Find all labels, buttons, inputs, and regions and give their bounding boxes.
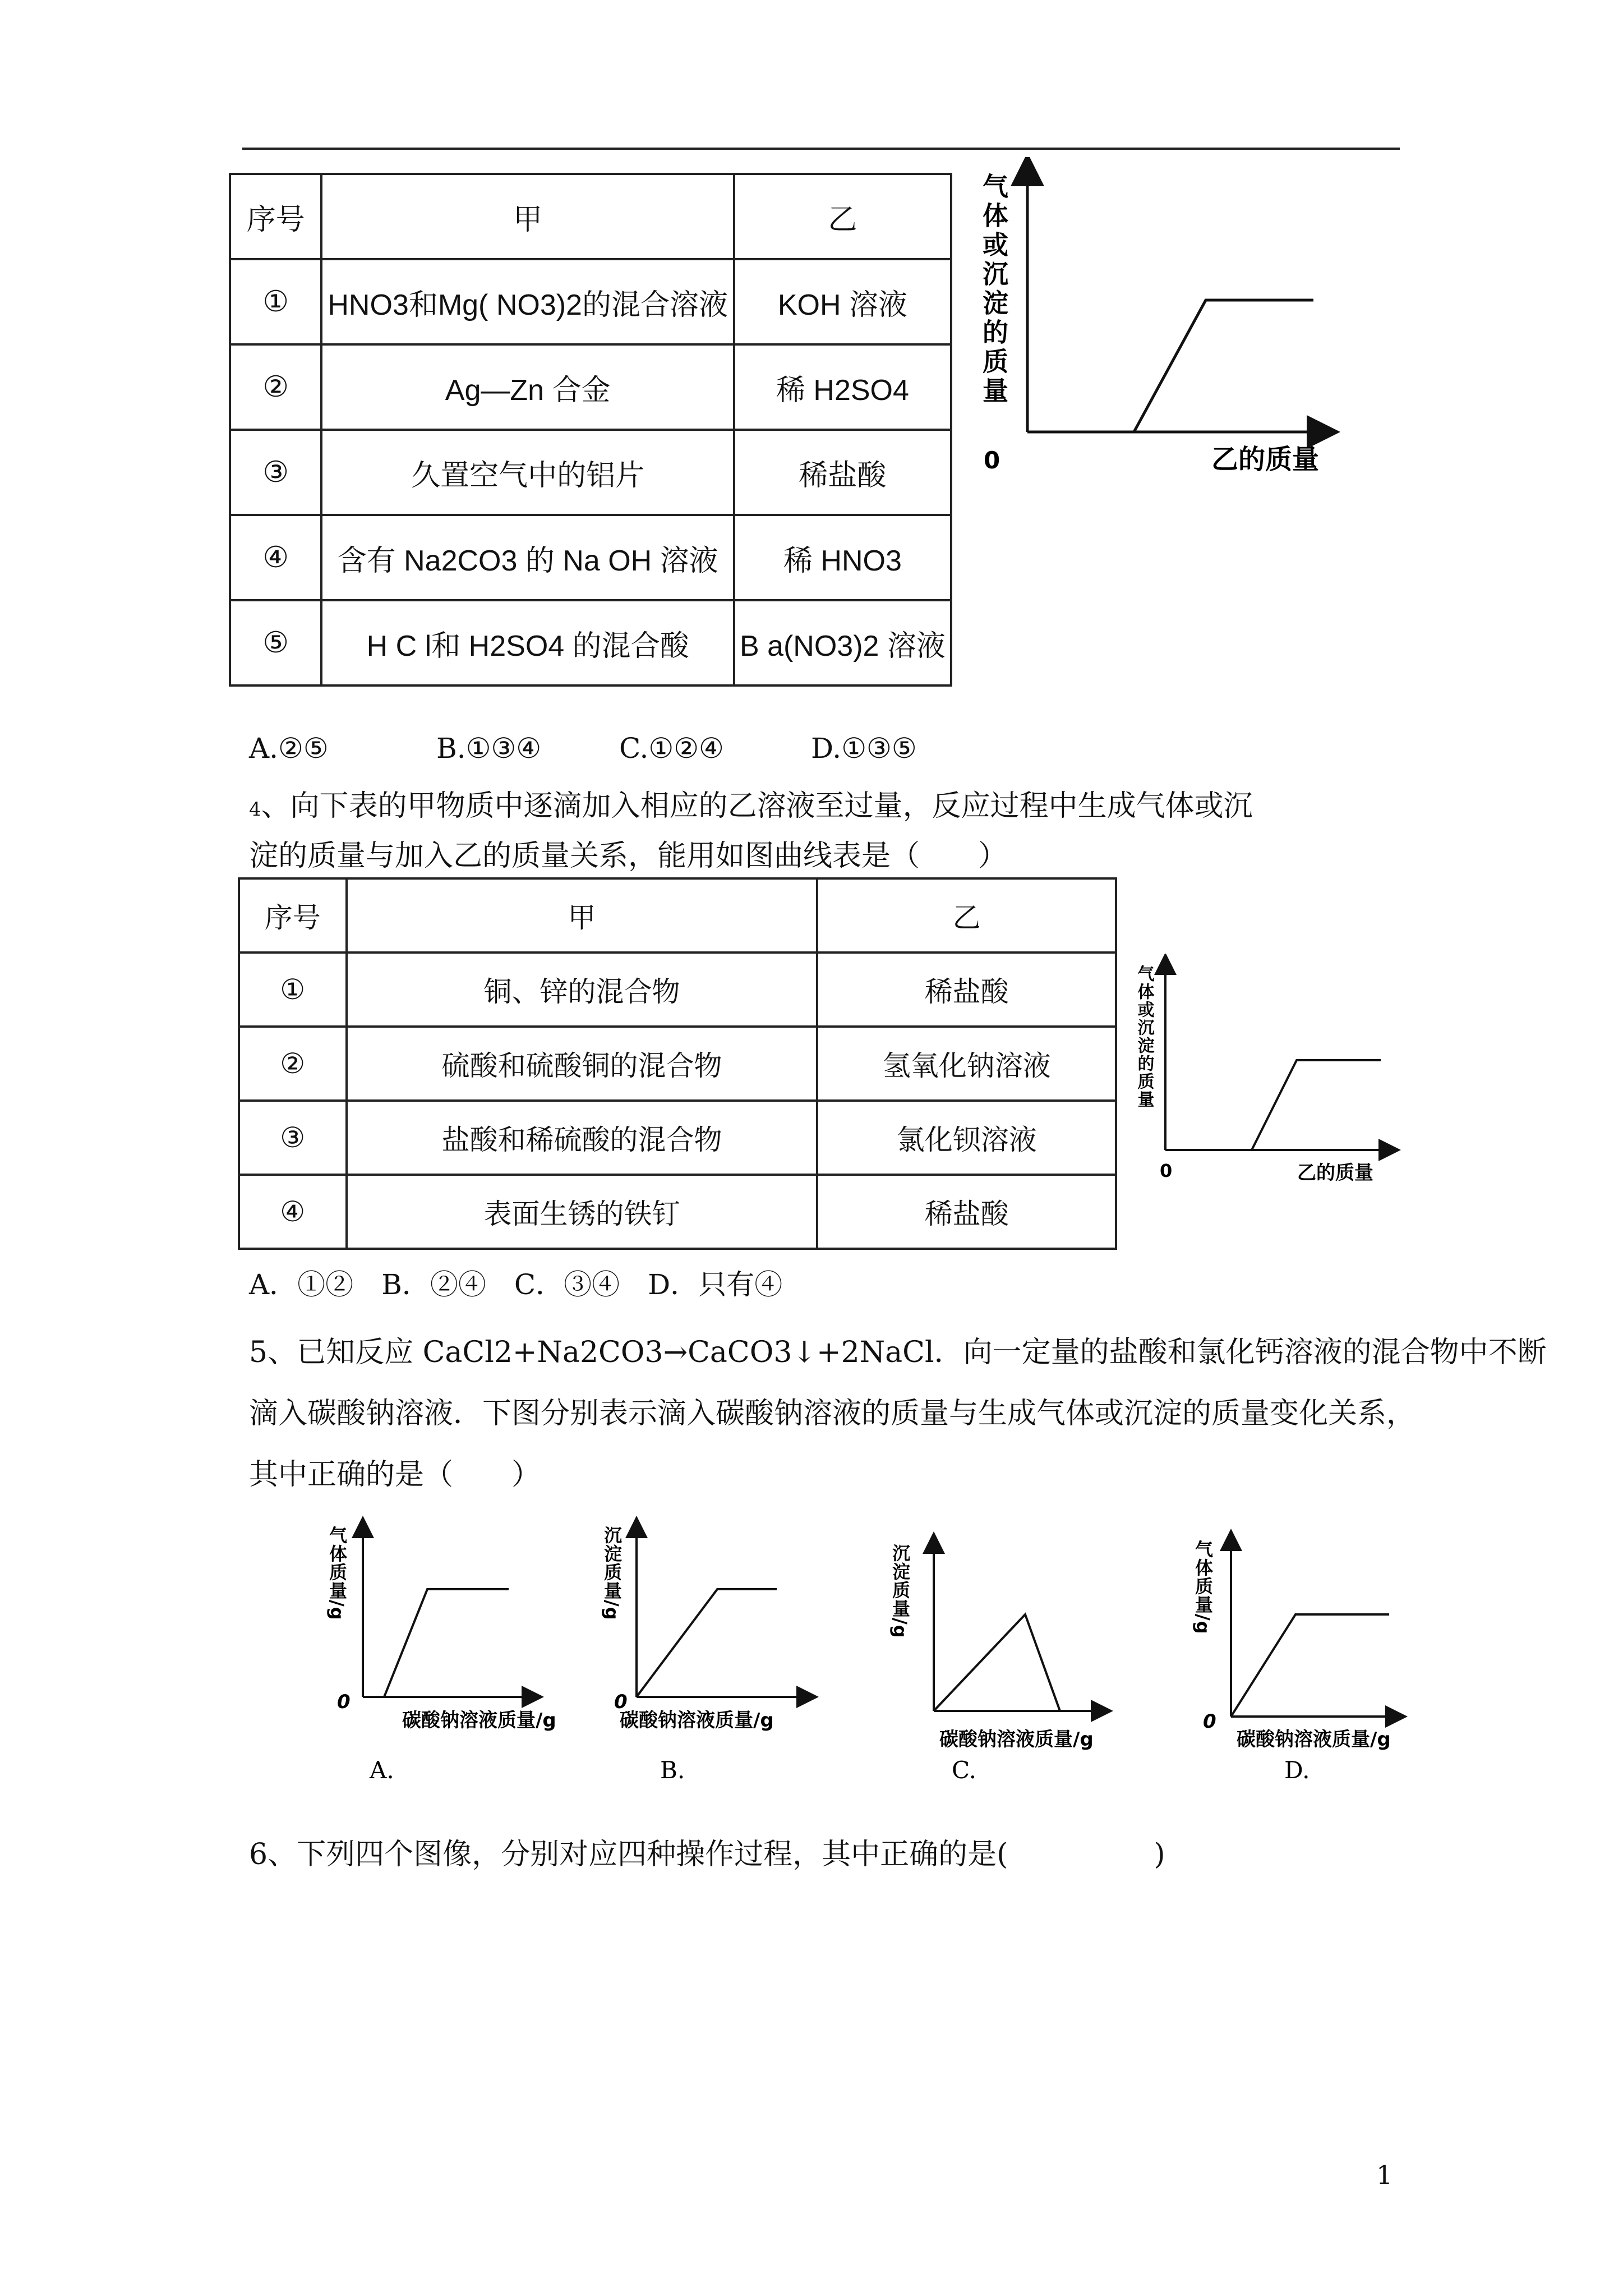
cell-jia: HNO3和Mg( NO3)2的混合溶液 [321, 259, 734, 344]
q3-table [229, 173, 952, 687]
y-axis-label: 沉淀质量/g [889, 1544, 911, 1639]
q3-option-a: A.②⑤ [249, 732, 329, 765]
x-axis-label: 碳酸钠溶液质量/g [620, 1709, 774, 1732]
q4-stem-text: 、向下表的甲物质中逐滴加入相应的乙溶液至过量，反应过程中生成气体或沉 [261, 789, 1253, 823]
q5-stem-line2: 滴入碳酸钠溶液．下图分别表示滴入碳酸钠溶液的质量与生成气体或沉淀的质量变化关系， [249, 1397, 1416, 1430]
cell-no: ⑤ [230, 600, 321, 685]
cell-yi: 稀 HNO3 [734, 515, 951, 600]
cell-no: ① [230, 259, 321, 344]
caption-a: A. [370, 1756, 394, 1784]
cell-no: ② [230, 344, 321, 430]
table-row [230, 430, 951, 515]
origin-label: 0 [1160, 1160, 1173, 1181]
origin-label: 0 [614, 1691, 628, 1713]
cell-yi: 氯化钡溶液 [817, 1101, 1116, 1175]
cell-no: ④ [230, 515, 321, 600]
header-cell-jia: 甲 [321, 174, 734, 259]
q5-graph-a [326, 1526, 556, 1784]
cell-no: ② [239, 1027, 347, 1101]
cell-no: ① [239, 953, 347, 1027]
x-axis-label: 乙的质量 [1211, 444, 1320, 475]
caption-b: B. [660, 1756, 685, 1784]
q6-stem: 6、下列四个图像，分别对应四种操作过程，其中正确的是( ) [249, 1838, 1165, 1871]
cell-jia: 盐酸和稀硫酸的混合物 [347, 1101, 818, 1175]
y-axis-label: 沉淀质量/g [601, 1526, 623, 1621]
origin-label: 0 [1203, 1710, 1216, 1733]
table-row [230, 600, 951, 685]
curve-line [1252, 1060, 1381, 1150]
q4-stem-line2: 淀的质量与加入乙的质量关系，能用如图曲线表是（ ） [249, 839, 1008, 873]
q5-graphs [317, 1515, 1517, 1812]
table-row [230, 515, 951, 600]
cell-jia: H C l和 H2SO4 的混合酸 [321, 600, 734, 685]
header-cell-jia: 甲 [347, 878, 818, 953]
q3-graph [976, 157, 1402, 482]
table-header-row [230, 174, 951, 259]
cell-yi: KOH 溶液 [734, 259, 951, 344]
header-cell-yi: 乙 [734, 174, 951, 259]
y-axis-label: 气体或沉淀的质量 [1134, 965, 1154, 1108]
x-axis-label: 碳酸钠溶液质量/g [402, 1709, 556, 1732]
q4-table [238, 877, 1117, 1250]
curve-line [1231, 1614, 1389, 1717]
cell-yi: 稀盐酸 [817, 1175, 1116, 1249]
cell-jia: Ag—Zn 合金 [321, 344, 734, 430]
q5-graph-d [1192, 1540, 1396, 1784]
caption-c: C. [952, 1756, 976, 1784]
header-cell-yi: 乙 [817, 878, 1116, 953]
table-row [239, 1027, 1116, 1101]
q4-options: A．①② B．②④ C．③④ D．只有④ [249, 1268, 783, 1301]
cell-yi: 稀盐酸 [734, 430, 951, 515]
table-row [239, 1101, 1116, 1175]
q4-stem-line1 [249, 786, 1253, 830]
cell-jia: 表面生锈的铁钉 [347, 1175, 818, 1249]
q3-option-c: C.①②④ [619, 732, 724, 765]
origin-label: 0 [984, 447, 1000, 474]
table-row [230, 344, 951, 430]
cell-yi: 稀盐酸 [817, 953, 1116, 1027]
caption-d: D. [1284, 1756, 1310, 1784]
q5-graph-b [601, 1526, 808, 1784]
header-cell-no: 序号 [230, 174, 321, 259]
x-axis-label: 乙的质量 [1297, 1162, 1373, 1184]
cell-jia: 铜、锌的混合物 [347, 953, 818, 1027]
table-row [239, 953, 1116, 1027]
cell-jia: 久置空气中的铝片 [321, 430, 734, 515]
origin-label: 0 [337, 1691, 351, 1713]
cell-yi: 氢氧化钠溶液 [817, 1027, 1116, 1101]
cell-jia: 硫酸和硫酸铜的混合物 [347, 1027, 818, 1101]
header-rule [242, 148, 1400, 150]
q4-graph [1127, 954, 1408, 1189]
cell-yi: B a(NO3)2 溶液 [734, 600, 951, 685]
x-axis-label: 碳酸钠溶液质量/g [939, 1728, 1094, 1751]
q4-number: 4 [249, 798, 261, 821]
curve-line [1134, 300, 1313, 432]
table-header-row [239, 878, 1116, 953]
cell-no: ④ [239, 1175, 347, 1249]
x-axis-label: 碳酸钠溶液质量/g [1237, 1728, 1391, 1751]
cell-no: ③ [239, 1101, 347, 1175]
y-axis-label: 气体质量/g [326, 1526, 348, 1621]
y-axis-label: 气体或沉淀的质量 [979, 173, 1009, 406]
cell-no: ③ [230, 430, 321, 515]
q5-stem-line3: 其中正确的是（ ） [249, 1458, 541, 1492]
q5-graph-c [889, 1543, 1102, 1784]
table-row [239, 1175, 1116, 1249]
page-number: 1 [1376, 2160, 1393, 2190]
header-cell-no: 序号 [239, 878, 347, 953]
curve-line [934, 1614, 1060, 1711]
y-axis-label: 气体质量/g [1192, 1540, 1214, 1635]
cell-yi: 稀 H2SO4 [734, 344, 951, 430]
table-row [230, 259, 951, 344]
q5-stem-line1: 5、已知反应 CaCl2+Na2CO3→CaCO3↓+2NaCl．向一定量的盐酸和氯化钙溶液的混合物中不断 [249, 1336, 1547, 1369]
curve-line [384, 1589, 509, 1697]
cell-jia: 含有 Na2CO3 的 Na OH 溶液 [321, 515, 734, 600]
q3-option-d: D.①③⑤ [811, 732, 917, 765]
q3-option-b: B.①③④ [436, 732, 542, 765]
curve-line [637, 1589, 777, 1697]
